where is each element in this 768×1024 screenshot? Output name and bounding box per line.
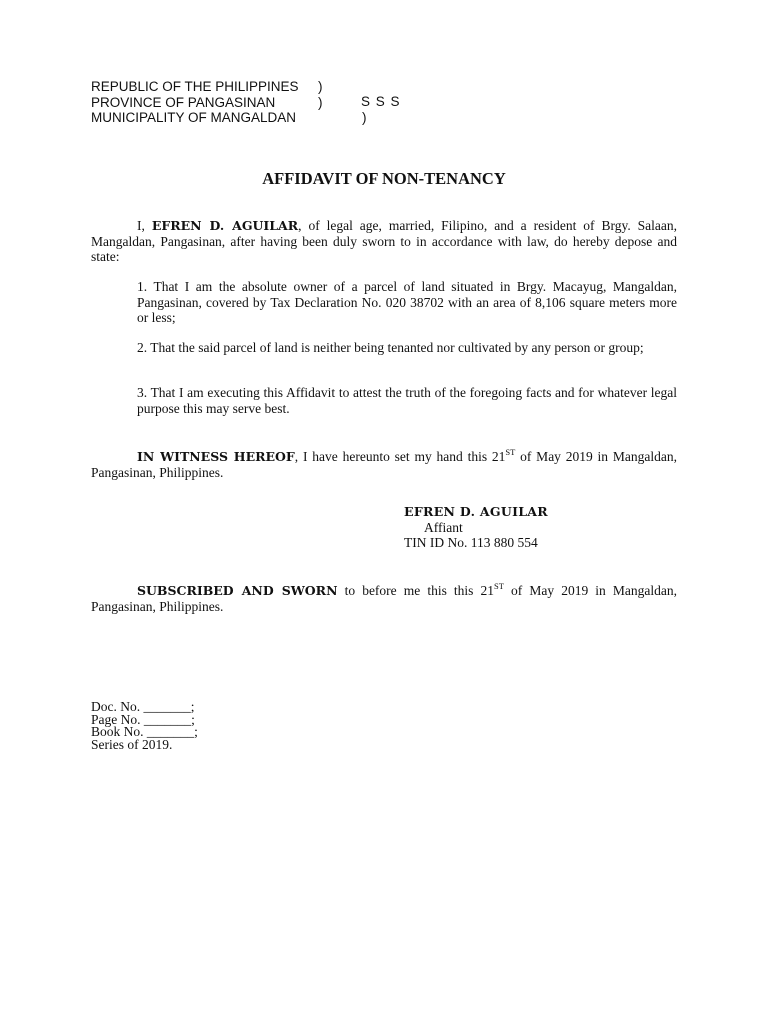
notary-doc-no: Doc. No. _______; [91,699,195,714]
intro-paragraph [91,218,677,265]
venue-republic: REPUBLIC OF THE PHILIPPINES [91,79,299,94]
venue-line-municipality [91,110,367,126]
witness-paragraph [91,445,677,480]
statement-item-2: 2. That the said parcel of land is neither being tenanted nor cultivated by any person or group; [137,340,644,355]
jurat-paragraph [91,579,677,614]
jurat-text-b: of May 2019 in Mangaldan, Pangasinan, Philippines. [91,583,677,614]
signatory-role: Affiant [424,519,463,535]
jurat-lead: SUBSCRIBED AND SWORN [137,583,338,598]
venue-line-province [91,94,323,111]
jurat-ordinal: ST [494,581,504,591]
statement-item-3: 3. That I am executing this Affidavit to attest the truth of the foregoing facts and for whatever legal purpose this may serve best. [137,385,677,416]
notarial-register [91,701,198,751]
signatory-tin: TIN ID No. 113 880 554 [404,535,538,550]
signature-block [404,504,548,551]
venue-province: PROVINCE OF PANGASINAN [91,94,276,110]
venue-block [91,79,367,126]
venue-paren: ) [362,110,367,125]
witness-lead: IN WITNESS HEREOF [137,449,295,464]
venue-paren: ) [318,79,323,94]
signatory-name: EFREN D. AGUILAR [404,504,548,519]
affiant-name-intro: EFREN D. AGUILAR [151,218,299,233]
notary-series: Series of 2019. [91,736,173,752]
venue-sss: S S S [361,94,401,109]
witness-text-a: , I have hereunto set my hand this 21 [294,449,506,464]
document-title: AFFIDAVIT OF NON-TENANCY [262,169,506,188]
witness-text-b: of May 2019 in Mangaldan, Pangasinan, Philippines. [91,449,677,480]
venue-paren: ) [318,94,323,110]
notary-book-no: Book No. _______; [91,724,198,739]
venue-line-republic [91,79,323,95]
witness-ordinal: ST [505,447,516,457]
jurat-text-a: to before me this this 21 [337,583,495,598]
notary-page-no: Page No. _______; [91,711,195,727]
venue-municipality: MUNICIPALITY OF MANGALDAN [91,110,297,125]
intro-text: , of legal age, married, Filipino, and a resident of Brgy. Salaan, Mangaldan, Pangasinan, after having been duly sworn to in accordance with law, do hereby depose and state: [91,218,677,264]
intro-prefix: I, [137,218,152,233]
statement-item-1: 1. That I am the absolute owner of a parcel of land situated in Brgy. Macayug, Mangaldan, Pangasinan, covered by Tax Declaration No. 020 38702 with an area of 8,106 square meters more or less; [137,279,677,325]
